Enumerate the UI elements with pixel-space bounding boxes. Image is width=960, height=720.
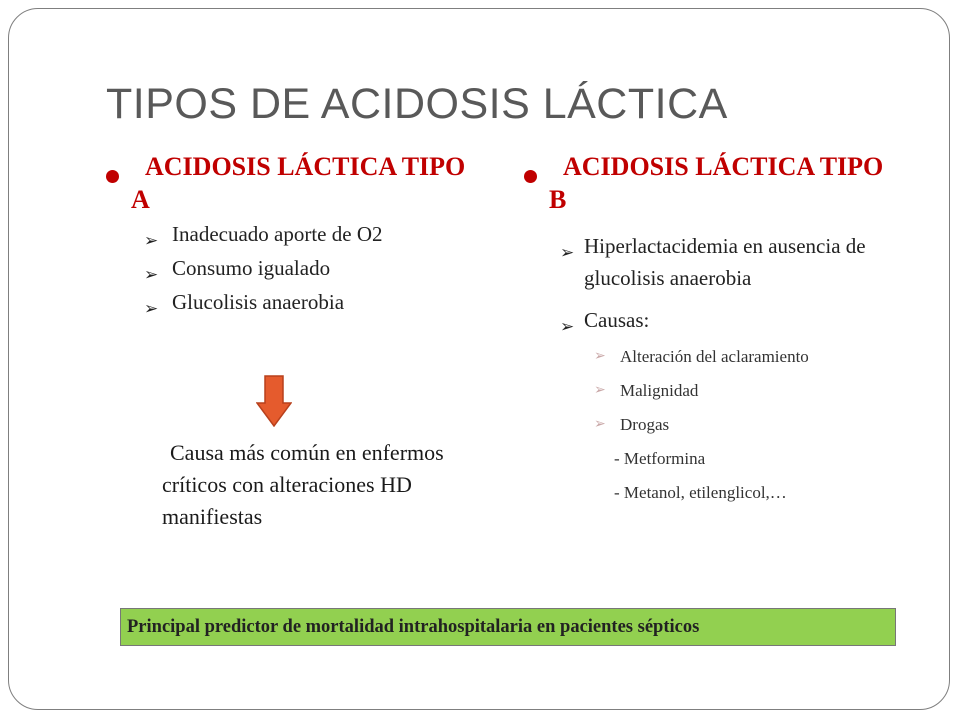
down-arrow-icon <box>256 375 292 427</box>
cause-item <box>524 408 904 442</box>
arrow-bullet-icon: ➢ <box>144 299 159 318</box>
list-item-text: Inadecuado aporte de O2 <box>172 222 383 246</box>
arrow-bullet-icon: ➢ <box>144 265 159 284</box>
cause-note: Causa más común en enfermos críticos con alteraciones HD manifiestas <box>162 440 444 529</box>
bullet-icon <box>524 170 537 183</box>
list-item <box>524 304 904 336</box>
list-item <box>106 252 486 284</box>
arrow-bullet-icon: ➢ <box>594 383 606 398</box>
drug-item: - Metanol, etilenglicol,… <box>614 483 787 502</box>
highlight-banner: Principal predictor de mortalidad intrahospitalaria en pacientes sépticos <box>120 608 896 646</box>
list-item-text: Hiperlactacidemia en ausencia de glucolisis anaerobia <box>584 234 866 290</box>
list-item-text: Consumo igualado <box>172 256 331 280</box>
cause-item-text: Alteración del aclaramiento <box>620 347 809 366</box>
drug-item: - Metformina <box>614 449 706 468</box>
cause-item <box>524 374 904 408</box>
right-column <box>524 150 904 510</box>
right-heading-text: ACIDOSIS LÁCTICA TIPO B <box>549 152 884 214</box>
list-item-text: Causas: <box>584 308 650 332</box>
cause-item-text: Drogas <box>620 415 670 434</box>
left-heading-text: ACIDOSIS LÁCTICA TIPO A <box>131 152 466 214</box>
list-item-text: Glucolisis anaerobia <box>172 290 345 314</box>
arrow-bullet-icon: ➢ <box>594 349 606 364</box>
bullet-icon <box>106 170 119 183</box>
cause-item <box>524 340 904 374</box>
list-item <box>524 230 904 294</box>
list-item <box>106 286 486 318</box>
arrow-bullet-icon: ➢ <box>144 231 159 250</box>
arrow-bullet-icon: ➢ <box>594 417 606 432</box>
arrow-bullet-icon: ➢ <box>560 243 575 262</box>
left-column <box>106 150 486 318</box>
list-item <box>106 218 486 250</box>
arrow-bullet-icon: ➢ <box>560 317 575 336</box>
left-heading <box>106 150 486 216</box>
slide-title: TIPOS DE ACIDOSIS LÁCTICA <box>106 80 728 128</box>
right-heading <box>524 150 904 216</box>
cause-item-text: Malignidad <box>620 381 699 400</box>
